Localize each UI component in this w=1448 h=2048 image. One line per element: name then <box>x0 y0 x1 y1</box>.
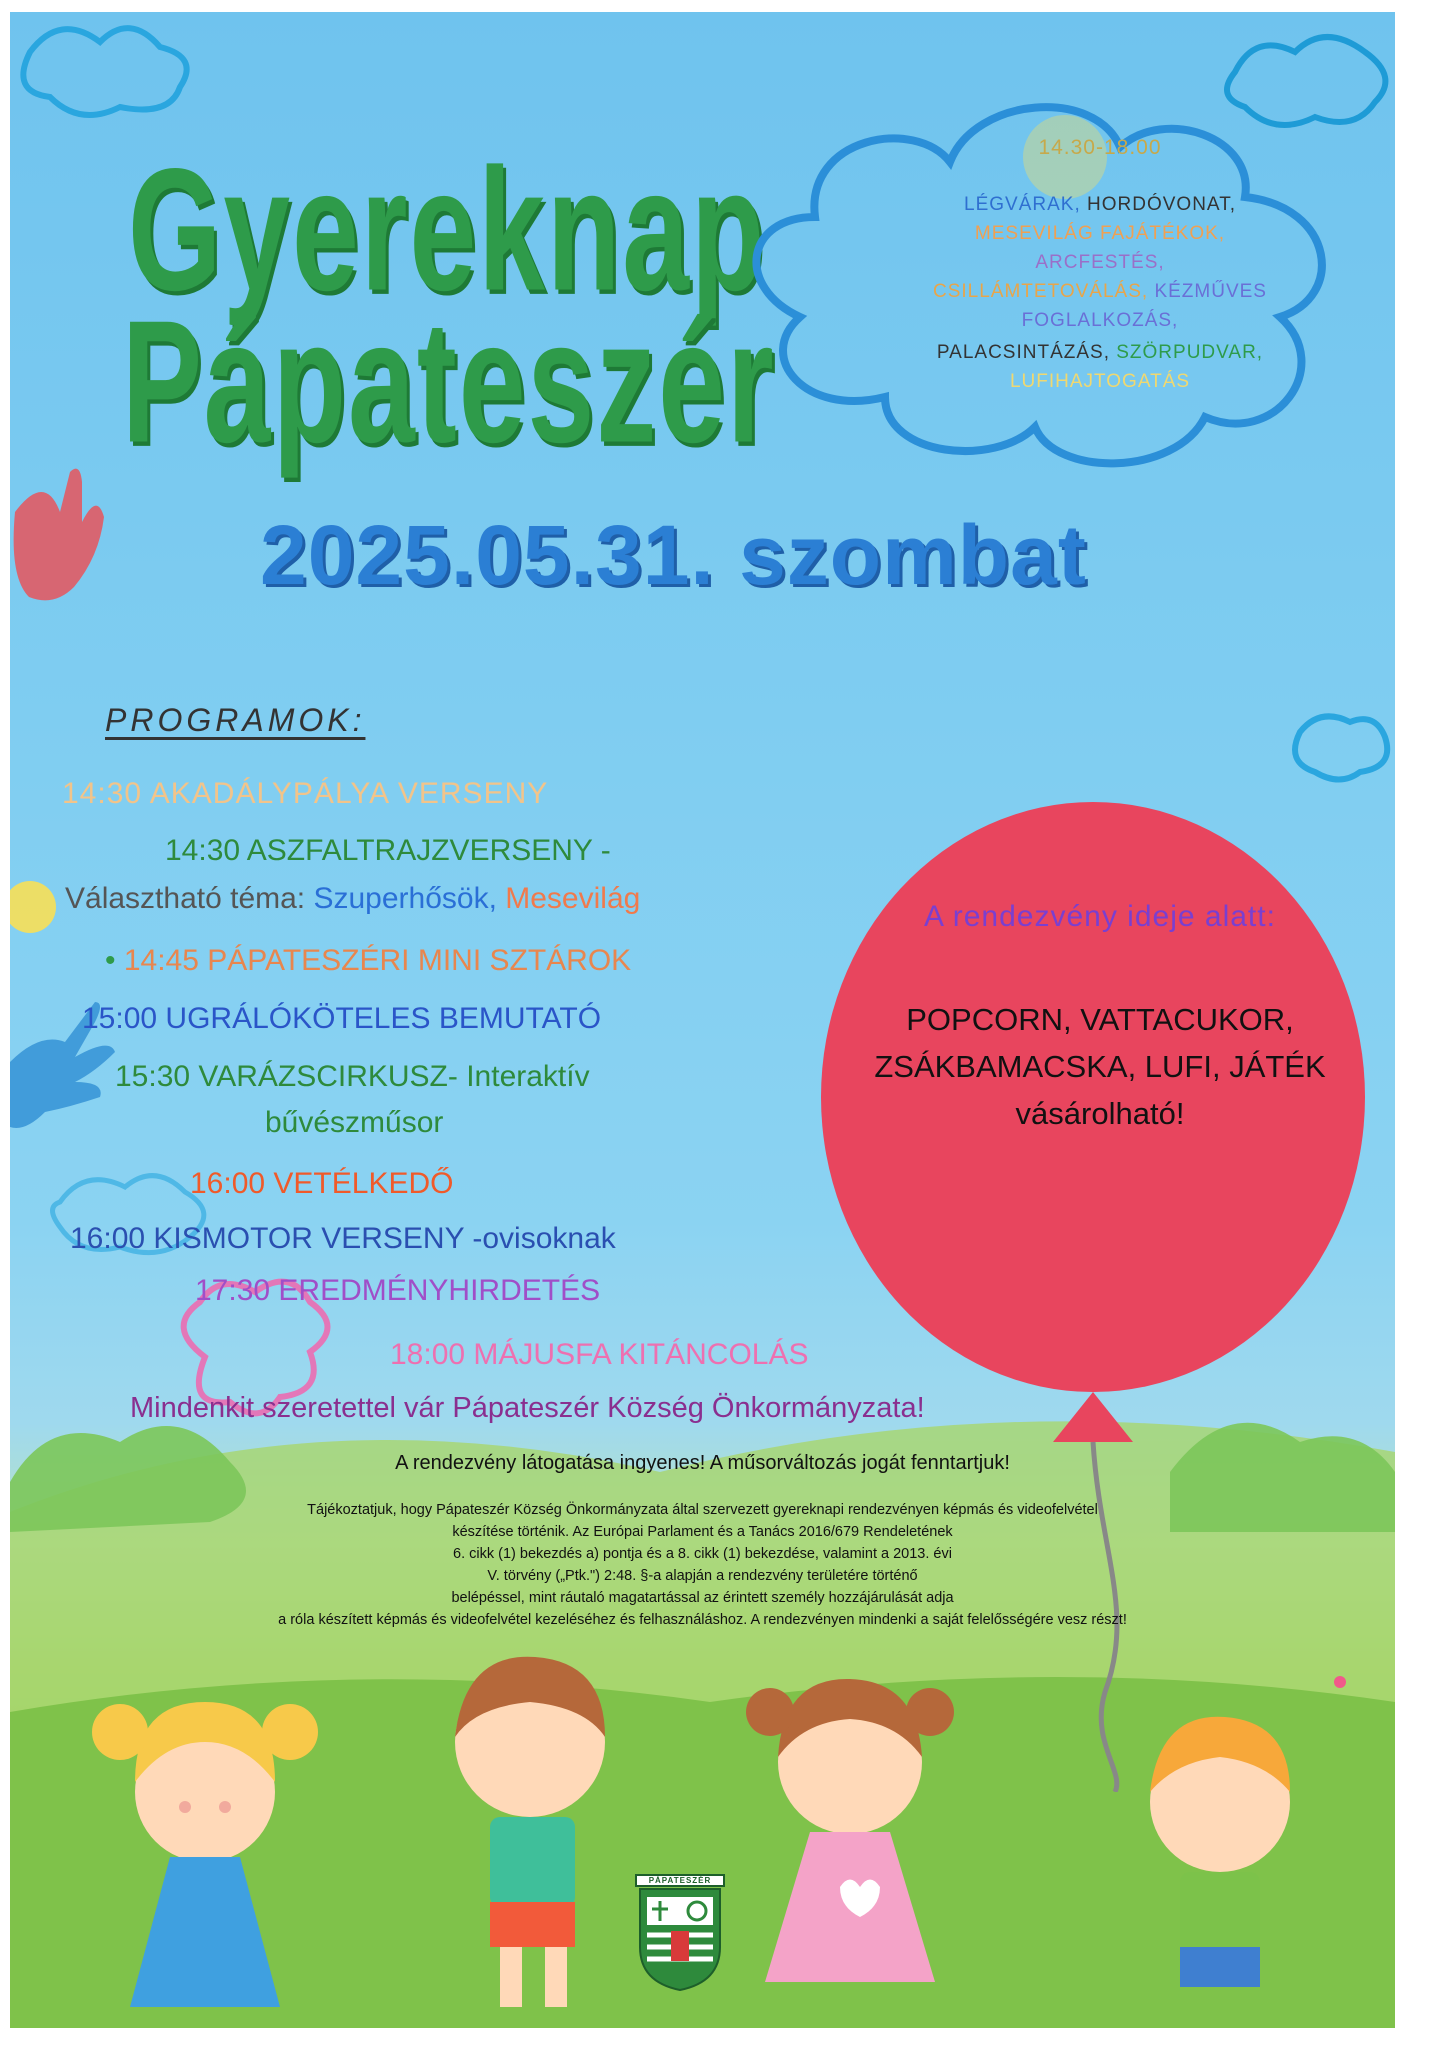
free-admission-text: A rendezvény látogatása ingyenes! A műsorváltozás jogát fenntartjuk! <box>395 1452 1010 1474</box>
balloon-line1: POPCORN, VATTACUKOR, <box>906 1002 1294 1037</box>
village-crest <box>635 1874 725 1994</box>
program-theme-2: Mesevilág <box>496 882 641 915</box>
legal-line: a róla készített képmás és videofelvétel kezeléséhez és felhasználáshoz. A rendezvényen mindenki a saját felelősségére vesz részt! <box>278 1612 1127 1628</box>
boy-middle <box>455 1657 605 2007</box>
poster <box>10 12 1395 2028</box>
program-item: 15:00 UGRÁLÓKÖTELES BEMUTATÓ <box>82 1002 602 1035</box>
legal-line: 6. cikk (1) bekezdés a) pontja és a 8. cikk (1) bekezdése, valamint a 2013. évi <box>453 1546 952 1562</box>
program-item <box>105 944 631 978</box>
crest-label: PÁPATESZÉR <box>635 1874 725 1887</box>
program-item: 16:00 VETÉLKEDŐ <box>190 1167 454 1200</box>
program-text: 14:45 PÁPATESZÉRI MINI SZTÁROK <box>123 944 632 977</box>
crest-shield <box>635 1887 725 1992</box>
boy-right <box>1150 1717 1290 1987</box>
program-theme-1: Szuperhősök, <box>313 882 497 915</box>
program-item: 14:30 ASZFALTRAJZVERSENY - <box>165 834 611 867</box>
cloud-line6-a: PALACSINTÁZÁS, <box>936 342 1117 363</box>
programs-heading: PROGRAMOK: <box>105 702 366 738</box>
cloud-line6-b: SZÖRPUDVAR, <box>1116 342 1264 363</box>
cloud-line2: MESEVILÁG FAJÁTÉKOK, <box>974 223 1226 244</box>
legal-line: belépéssel, mint ráutaló magatartással az érintett személy hozzájárulását adja <box>451 1590 954 1606</box>
cloud-line1-b: HORDÓVONAT, <box>1087 194 1236 215</box>
cloud-line7: LUFIHAJTOGATÁS <box>1009 371 1191 392</box>
welcome-text: Mindenkit szeretettel vár Pápateszér Község Önkormányzata! <box>130 1392 925 1424</box>
cloud-line3: ARCFESTÉS, <box>1035 252 1165 273</box>
balloon-line2: ZSÁKBAMACSKA, LUFI, JÁTÉK <box>874 1049 1326 1084</box>
sky-cloud-topleft <box>23 28 186 115</box>
program-item: bűvészműsor <box>265 1106 444 1139</box>
sun <box>10 881 56 933</box>
title-line1: Gyereknap <box>128 132 767 328</box>
balloon-line3: vásárolható! <box>1015 1096 1185 1131</box>
handprint-red <box>14 469 104 601</box>
legal-line: Tájékoztatjuk, hogy Pápateszér Község Önkormányzata által szervezett gyereknapi rendezvényen képmás és videofelvétel <box>307 1502 1098 1518</box>
girl-left <box>92 1702 318 2007</box>
cloud-line6 <box>865 342 1335 364</box>
legal-line: készítése történik. Az Európai Parlament és a Tanács 2016/679 Rendeletének <box>452 1524 953 1540</box>
program-item <box>65 882 640 916</box>
cloud-line4 <box>865 281 1335 303</box>
cloud-line4-a: CSILLÁMTETOVÁLÁS, <box>933 281 1155 302</box>
girl-right <box>746 1679 954 1982</box>
balloon <box>805 792 1375 1792</box>
program-item: 15:30 VARÁZSCIRKUSZ- Interaktív <box>115 1060 590 1093</box>
sky-cloud-right <box>1295 716 1387 779</box>
program-item: 16:00 KISMOTOR VERSENY -ovisoknak <box>70 1222 616 1255</box>
balloon-intro: A rendezvény ideje alatt: <box>924 900 1276 933</box>
program-item: 14:30 AKADÁLYPÁLYA VERSENY <box>62 777 549 810</box>
cloud-line1 <box>865 194 1335 216</box>
cloud-time: 14.30-18.00 <box>1038 136 1162 159</box>
bullet-dot: • <box>105 944 124 977</box>
cloud-line5: FOGLALKOZÁS, <box>1021 310 1179 331</box>
program-theme-label: Választható téma: <box>65 882 314 915</box>
cloud-line4-b: KÉZMŰVES <box>1154 281 1267 302</box>
event-date: 2025.05.31. szombat <box>260 508 1087 602</box>
legal-line: V. törvény („Ptk.") 2:48. §-a alapján a rendezvény területére történő <box>487 1568 918 1584</box>
program-item: 18:00 MÁJUSFA KITÁNCOLÁS <box>390 1338 809 1371</box>
program-item: 17:30 EREDMÉNYHIRDETÉS <box>195 1274 601 1307</box>
title-line2: Pápateszér <box>122 284 776 480</box>
cloud-line1-a: LÉGVÁRAK, <box>964 194 1088 215</box>
